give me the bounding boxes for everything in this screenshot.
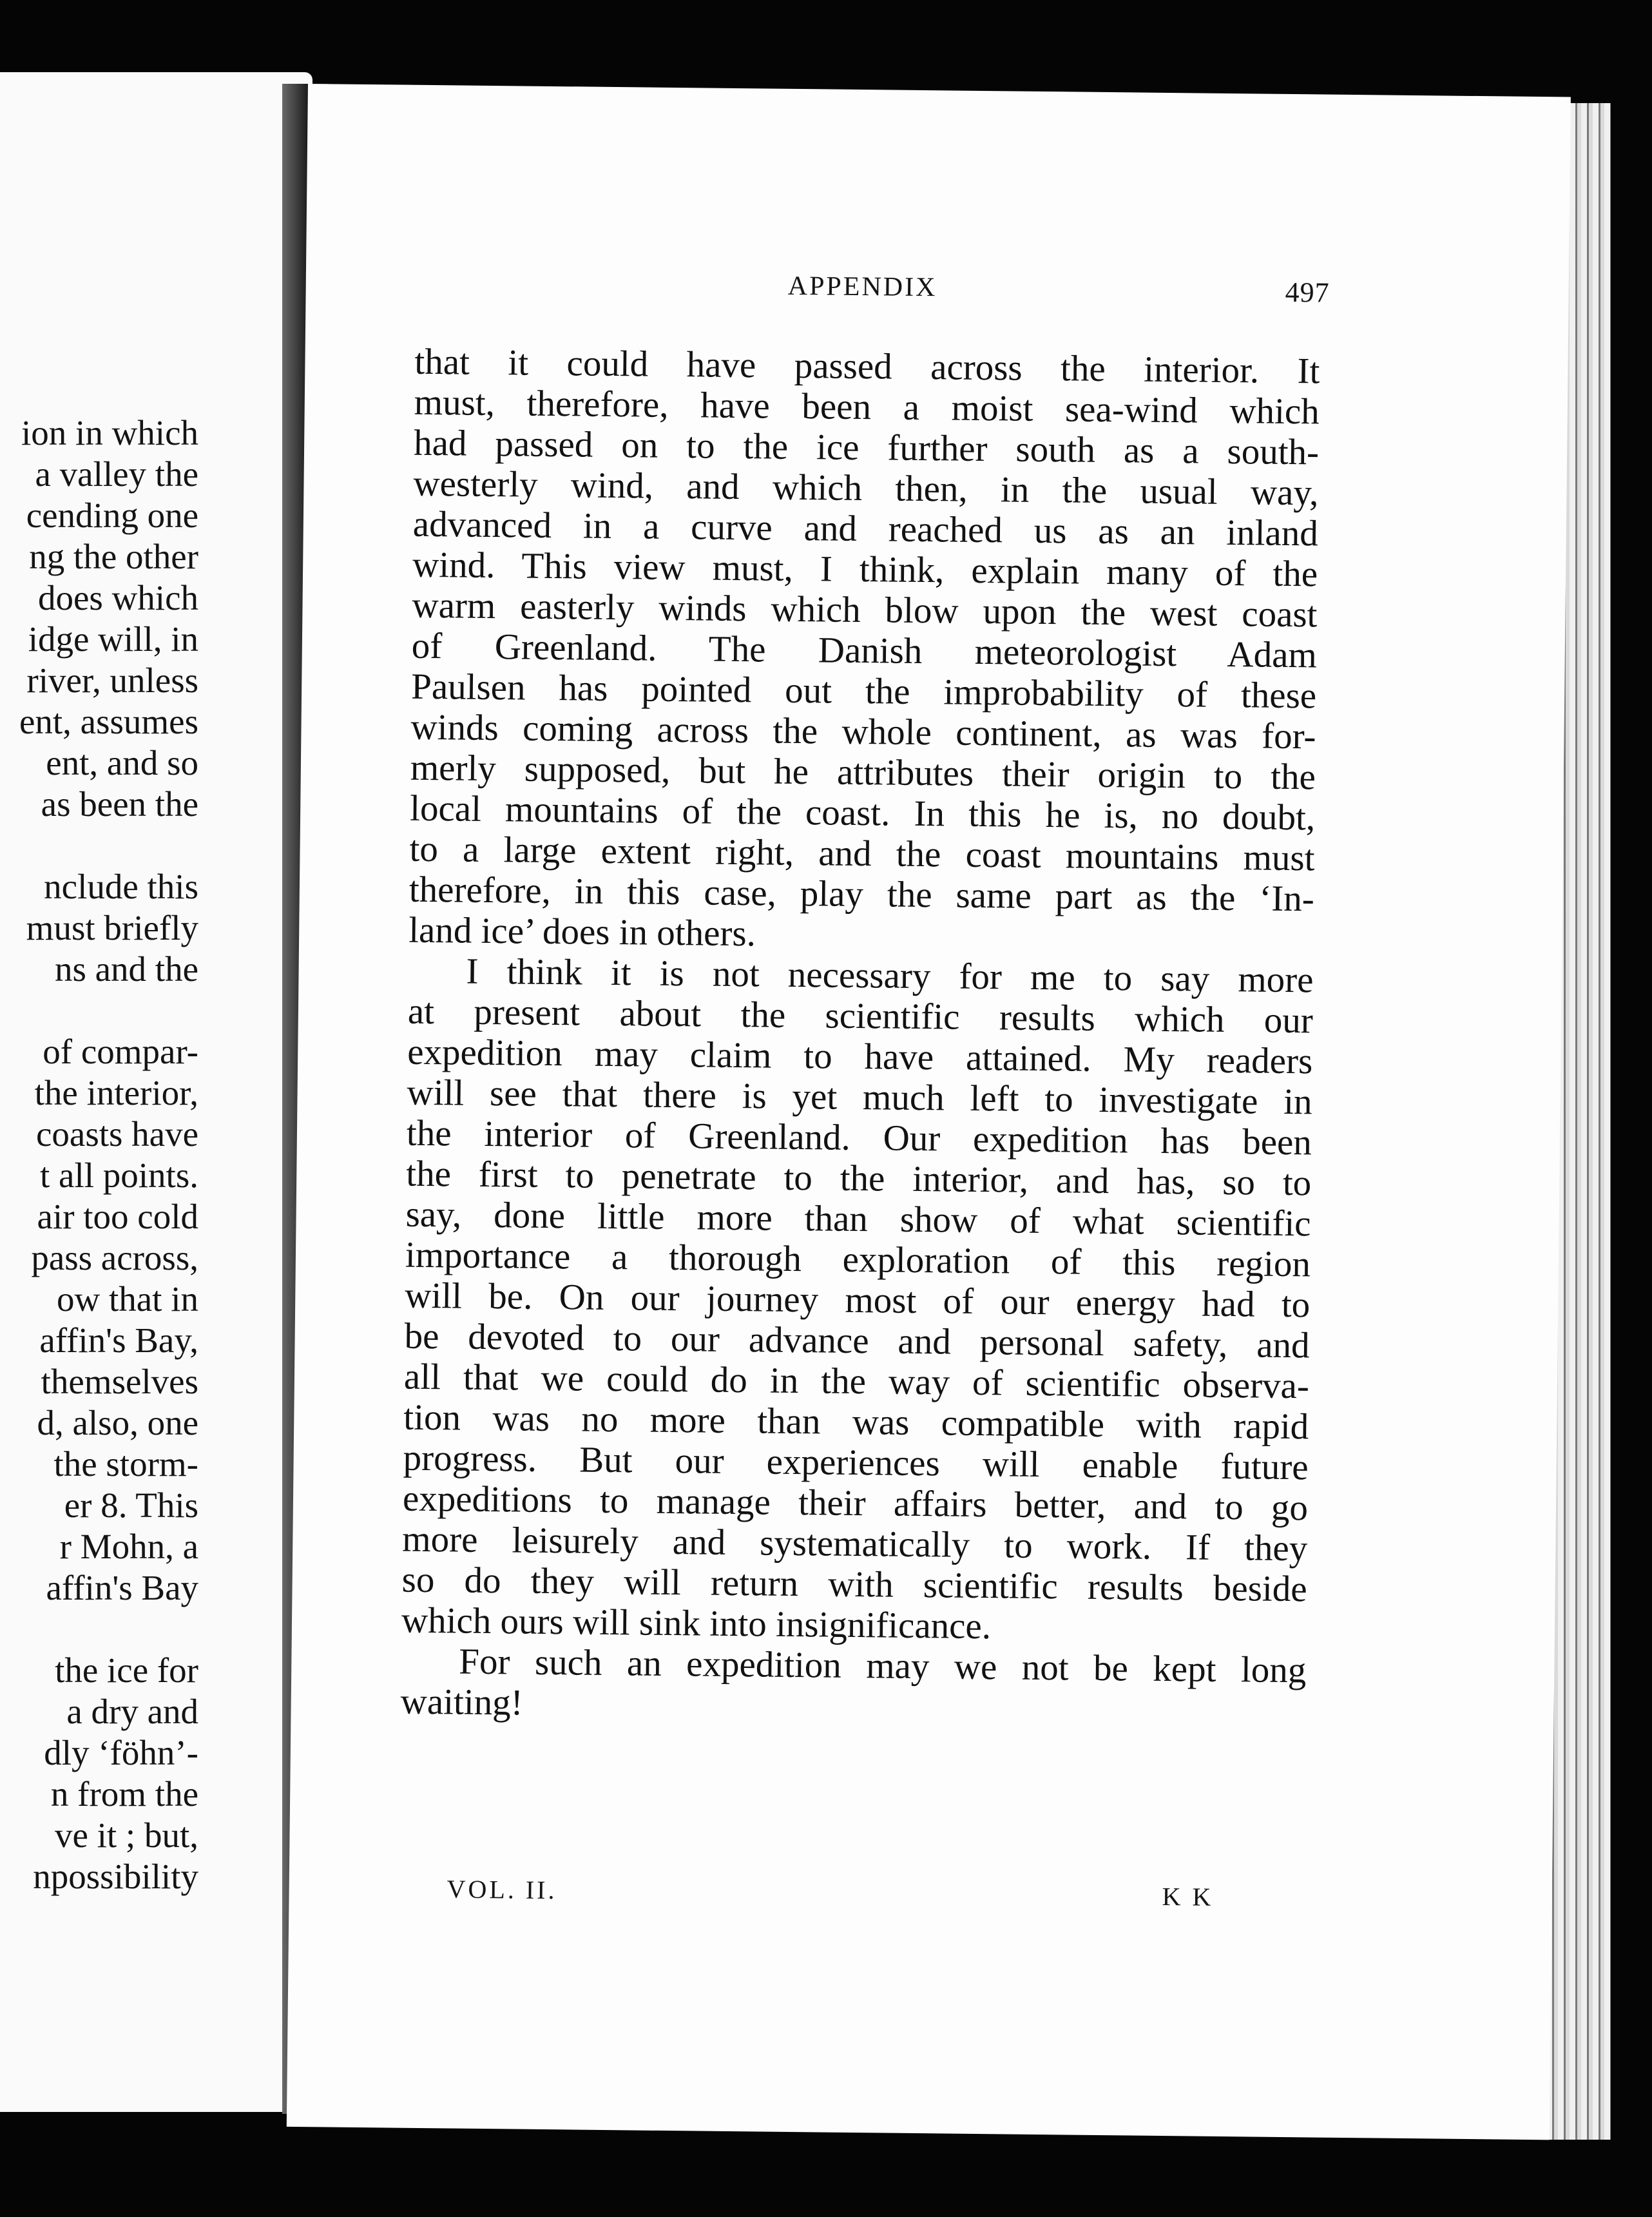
text-line: must, therefore, have been a moist sea-wind which: [414, 382, 1320, 432]
text-line: the interior of Greenland. Our expedition has been: [406, 1112, 1312, 1163]
text-line: all that we could do in the way of scientific observa-: [403, 1356, 1310, 1407]
volume-label: VOL. II.: [447, 1874, 557, 1905]
left-page-text: [0, 412, 198, 1897]
text-line: merly supposed, but he attributes their origin to the: [410, 747, 1316, 798]
text-line: expeditions to manage their affairs better, and to go: [402, 1478, 1309, 1529]
text-line: local mountains of the coast. In this he is, no doubt,: [409, 788, 1316, 838]
text-line: expedition may claim to have attained. My readers: [407, 1031, 1313, 1082]
text-line: the first to penetrate to the interior, and has, so to: [405, 1153, 1312, 1204]
left-line: n from the: [50, 1774, 198, 1814]
text-line: For such an expedition may we not be kept long: [459, 1641, 1307, 1691]
left-line: the interior,: [34, 1073, 198, 1112]
left-line: t all points.: [40, 1156, 198, 1195]
text-line: therefore, in this case, play the same part as the ‘In-: [408, 869, 1315, 920]
running-head-title: APPENDIX: [787, 271, 937, 303]
text-line: be devoted to our advance and personal safety, and: [404, 1315, 1310, 1366]
left-line: ow that in: [57, 1279, 198, 1319]
text-line: importance a thorough exploration of this region: [405, 1234, 1311, 1285]
left-line: r Mohn, a: [59, 1527, 198, 1566]
text-line: which ours will sink into insignificance.: [401, 1600, 992, 1647]
text-line: will see that there is yet much left to investigate in: [407, 1072, 1312, 1123]
text-line: wind. This view must, I think, explain many of the: [412, 544, 1318, 595]
text-line: will be. On our journey most of our energy had to: [404, 1275, 1311, 1326]
left-line: ent, assumes: [19, 702, 198, 741]
left-line: a valley the: [35, 454, 198, 494]
paragraph-gap: [0, 990, 198, 1031]
text-line: I think it is not necessary for me to say more: [466, 951, 1314, 1001]
paragraph-gap: [0, 1609, 198, 1650]
text-line: waiting!: [400, 1681, 524, 1723]
text-line: land ice’ does in others.: [408, 909, 756, 954]
left-line: ion in which: [21, 413, 198, 452]
text-line: westerly wind, and which then, in the usual way,: [413, 463, 1319, 514]
signature-mark: K K: [1162, 1882, 1214, 1912]
text-line: at present about the scientific results which our: [407, 991, 1314, 1041]
page-footer: [289, 1872, 1552, 1912]
text-line: progress. But our experiences will enable future: [403, 1437, 1309, 1488]
left-line: coasts have: [36, 1114, 198, 1154]
text-line: warm easterly winds which blow upon the west coast: [412, 585, 1318, 635]
left-line: ng the other: [29, 537, 198, 576]
body-text: [400, 342, 1320, 1732]
left-line: idge will, in: [28, 619, 198, 659]
left-line: themselves: [41, 1362, 198, 1401]
text-line: more leisurely and systematically to work. If they: [402, 1518, 1308, 1569]
text-line: advanced in a curve and reached us as an inland: [412, 503, 1319, 554]
left-line: ns and the: [54, 949, 198, 989]
left-line: affin's Bay,: [39, 1321, 198, 1360]
text-line: of Greenland. The Danish meteorologist Adam: [411, 625, 1318, 676]
left-line: must briefly: [26, 908, 198, 947]
page-number: 497: [1285, 276, 1330, 309]
text-line: say, done little more than show of what scientific: [405, 1194, 1311, 1244]
left-line: as been the: [41, 784, 198, 824]
text-line: winds coming across the whole continent, as was for-: [410, 706, 1316, 757]
left-line: nclude this: [44, 867, 198, 906]
left-line: ent, and so: [46, 743, 198, 782]
left-line: er 8. This: [64, 1486, 198, 1525]
left-line: pass across,: [31, 1238, 198, 1277]
text-line: to a large extent right, and the coast mountains must: [409, 828, 1315, 879]
text-line: Paulsen has pointed out the improbability of these: [410, 666, 1317, 717]
left-line: of compar-: [43, 1032, 198, 1071]
left-line: air too cold: [37, 1197, 198, 1236]
left-line: d, also, one: [37, 1403, 198, 1442]
left-line: does which: [38, 578, 198, 617]
left-line: the ice for: [55, 1651, 198, 1690]
paragraph-gap: [0, 825, 198, 866]
text-line: that it could have passed across the interior. It: [414, 341, 1320, 392]
running-head: [306, 266, 1569, 309]
left-line: affin's Bay: [46, 1568, 198, 1607]
text-line: tion was no more than was compatible with rapid: [403, 1397, 1309, 1447]
left-line: a dry and: [66, 1692, 198, 1731]
left-line: ve it ; but,: [54, 1815, 198, 1855]
left-line: the storm-: [53, 1444, 198, 1484]
text-line: had passed on to the ice further south as a south-: [413, 422, 1320, 473]
left-facing-page: [0, 72, 312, 2112]
left-line: dly ‘föhn’-: [44, 1733, 198, 1772]
left-line: npossibility: [33, 1857, 198, 1896]
text-line: so do they will return with scientific results beside: [401, 1559, 1307, 1610]
left-line: river, unless: [26, 661, 198, 700]
appendix-page: [287, 84, 1571, 2140]
left-line: cending one: [26, 496, 198, 535]
